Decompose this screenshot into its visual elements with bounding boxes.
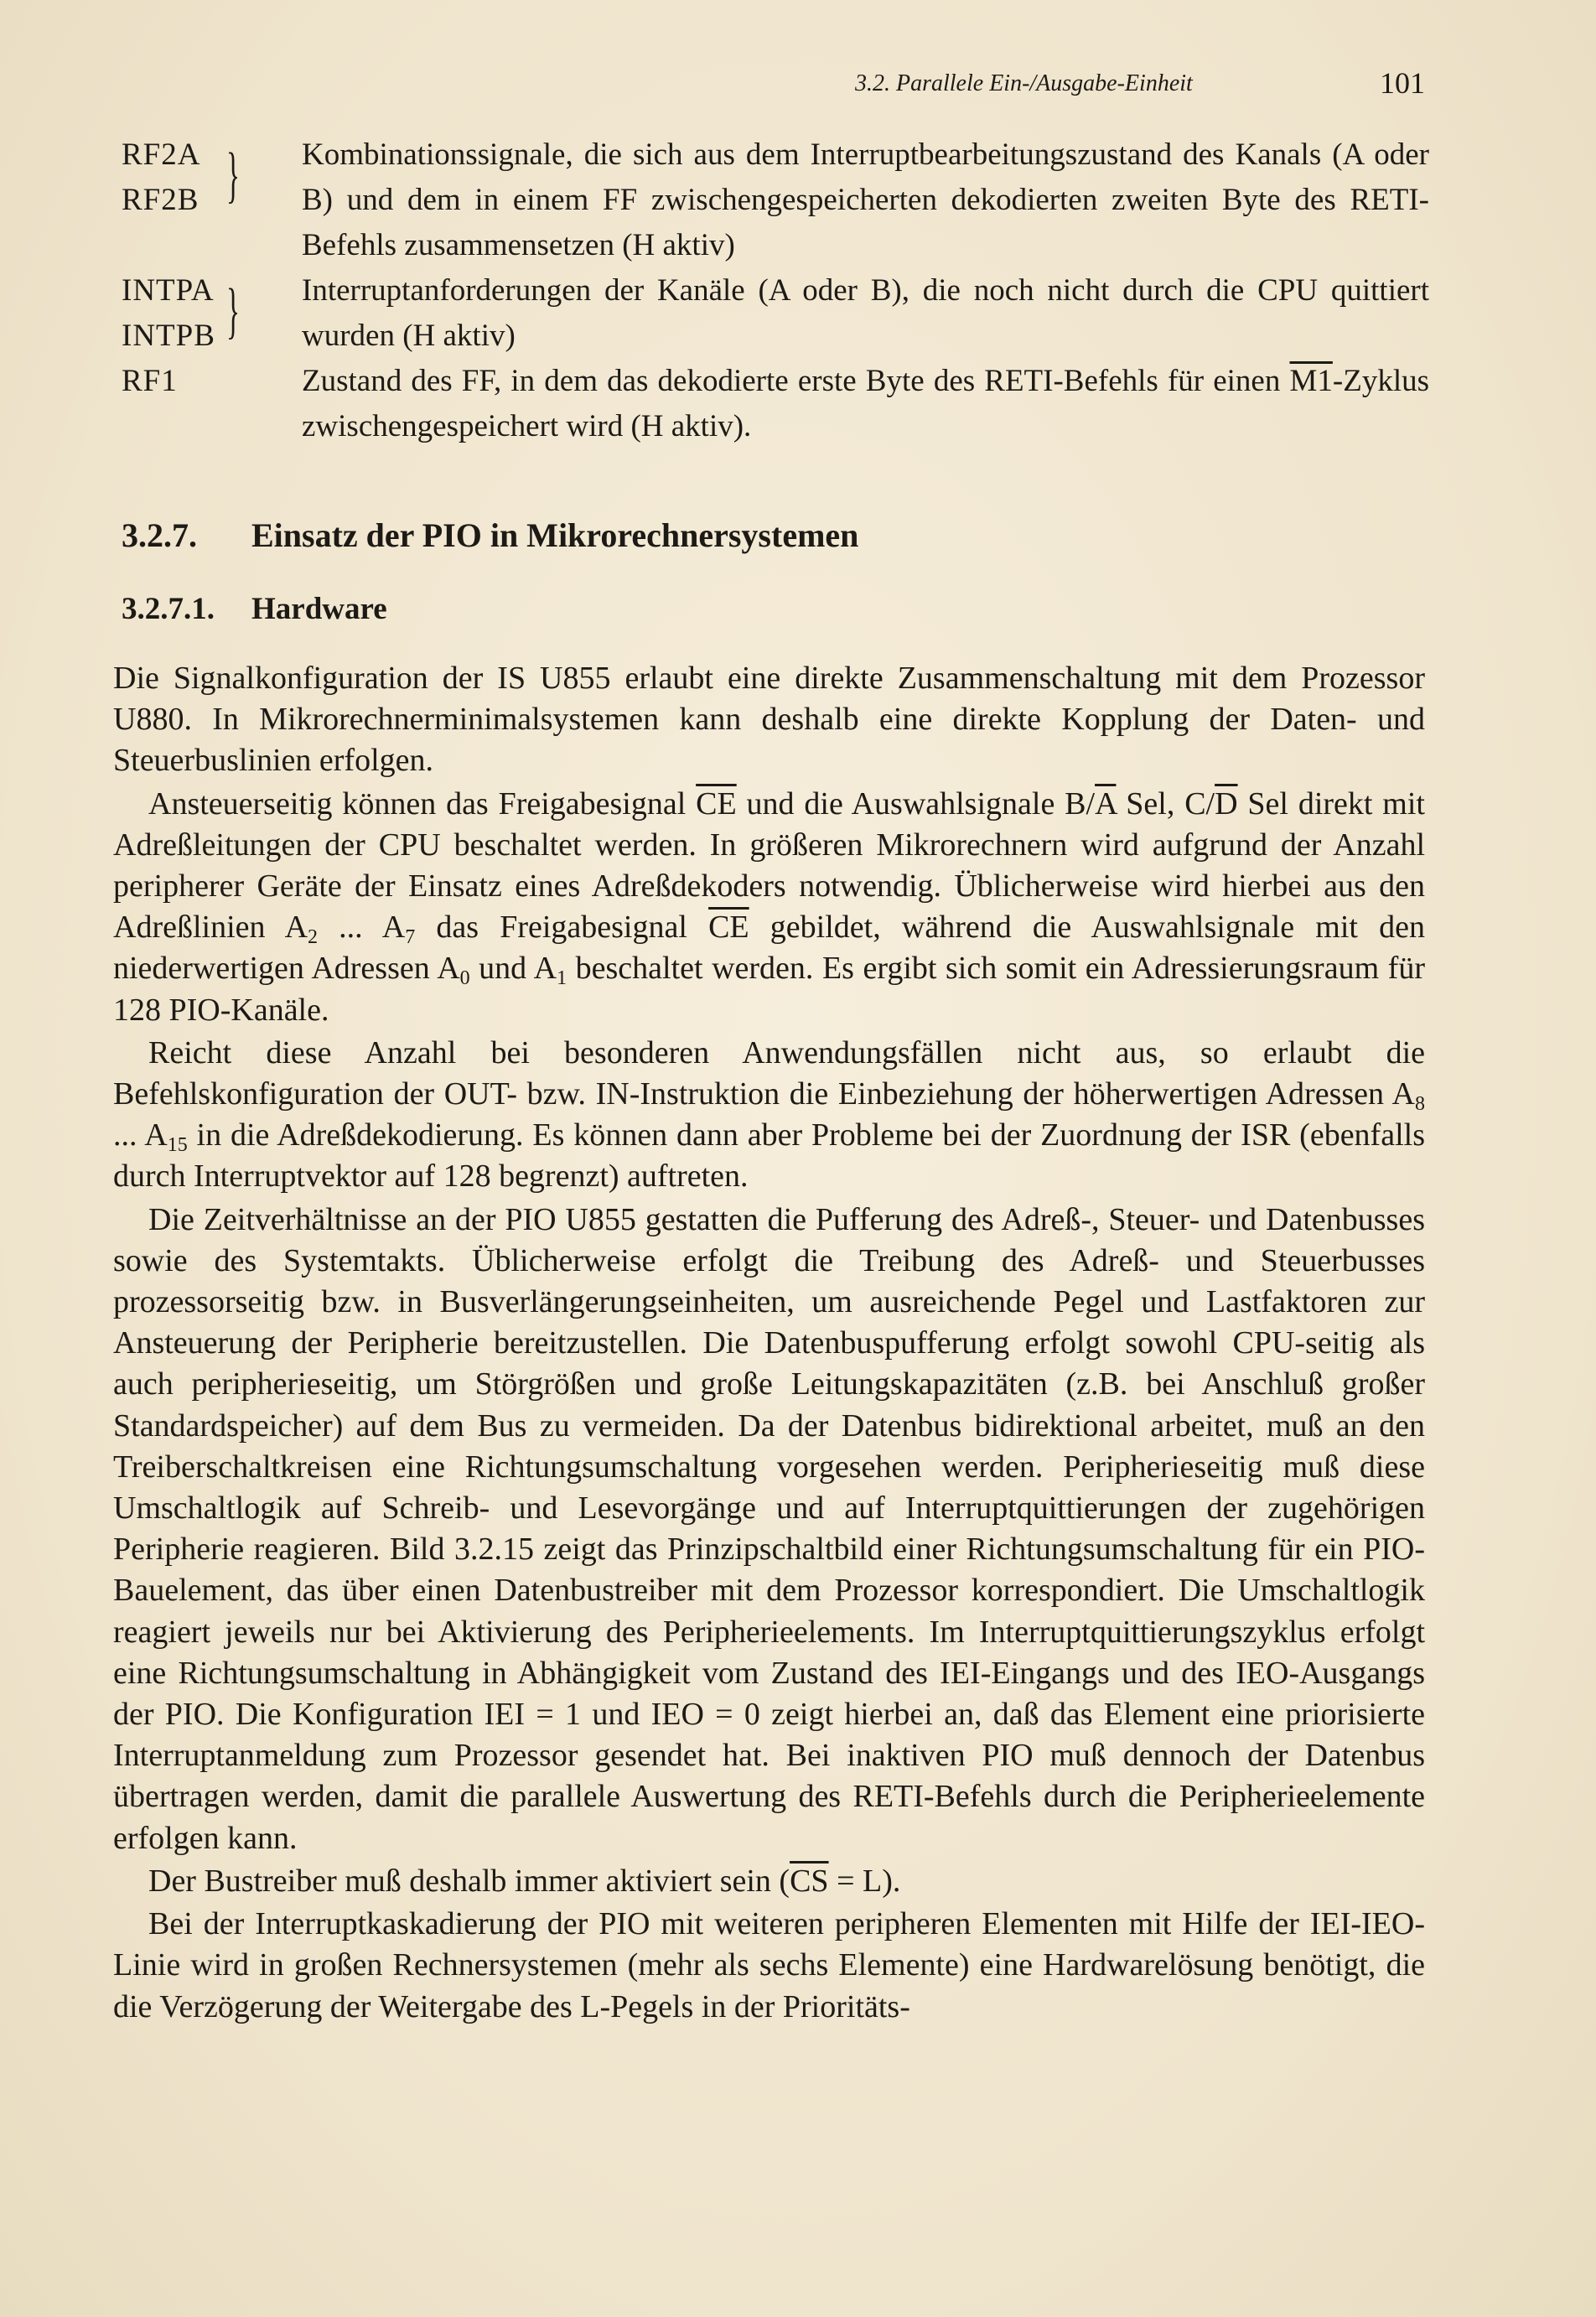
paragraph: Bei der Interruptkaskadierung der PIO mit weiteren peripheren Elementen mit Hilfe der IEI-IEO-Linie wird in großen Rechnersystemen (mehr als sechs Elemente) eine Hardwarelösung benötigt, die die Verzögerung der Weitergabe des L-Pegels in der Prioritäts- <box>113 1906 1425 2024</box>
text-run: Sel direkt mit Adreßleitungen der CPU beschaltet werden. In größeren Mikrorechnern wird aufgrund der Anzahl peripherer Geräte der Einsatz eines Adreßdekoders notwendig. Üblicherweise wird hierbei aus den Adreßlinien A <box>113 785 1425 946</box>
definition-term <box>122 132 281 223</box>
text-run: gebildet, während die Auswahlsignale mit den niederwertigen Adressen A <box>113 910 1425 987</box>
text-run: Der Bustreiber muß deshalb immer aktiviert sein ( <box>148 1863 790 1899</box>
overline-signal-cs: $\overline{CS}$ <box>790 1863 829 1899</box>
term-intpa: INTPA <box>122 273 215 308</box>
text-run: und die Auswahlsignale B/ <box>736 785 1096 822</box>
subscript: 7 <box>405 926 416 949</box>
definition-rf1 <box>122 359 1429 449</box>
signal-definition-list <box>122 132 1429 449</box>
text-run: Ansteuerseitig können das Freigabesignal <box>148 785 697 822</box>
term-rf2a: RF2A <box>122 137 201 172</box>
section-heading <box>122 516 1379 555</box>
definition-term <box>122 268 281 359</box>
term-rf1: RF1 <box>122 364 178 398</box>
text-run: ... A <box>318 910 406 946</box>
paragraph: Die Zeitverhältnisse an der PIO U855 gestatten die Pufferung des Adreß-, Steuer- und Datenbusses sowie des Systemtakts. Üblicherweise erfolgt die Treibung des Adreß- und Steuerbusses prozessorseitig bzw. in Busverlängerungseinheiten, um ausreichende Pegel und Lastfaktoren zur Ansteuerung der Peripherie bereitzustellen. Die Datenbuspufferung erfolgt sowohl CPU-seitig als auch peripherieseitig, um Störgrößen und große Leitungskapazitäten (z.B. bei Anschluß großer Standardspeicher) auf dem Bus zu vermeiden. Da der Datenbus bidirektional arbeitet, muß an den Treiberschaltkreisen eine Richtungsumschaltung vorgesehen werden. Peripherieseitig muß diese Umschaltlogik auf Schreib- und Lesevorgänge und auf Interruptquittierungen der zugehörigen Peripherie reagieren. Bild 3.2.15 zeigt das Prinzipschaltbild einer Richtungsumschaltung für ein PIO-Bauelement, das über einen Datenbustreiber mit dem Prozessor korrespondiert. Die Umschaltlogik reagiert jeweils nur bei Aktivierung des Peripherieelements. Im Interruptquittierungszyklus erfolgt eine Richtungsumschaltung in Abhängigkeit vom Zustand des IEI-Eingangs und des IEO-Ausgangs der PIO. Die Konfiguration IEI = 1 und IEO = 0 zeigt hierbei an, daß das Element eine priorisierte Interruptanmeldung zum Prozessor gesendet hat. Bei inaktiven PIO muß dennoch der Datenbus übertragen werden, damit die parallele Auswertung des RETI-Befehls durch die Peripherieelemente erfolgen kann. <box>113 1201 1425 1856</box>
subsection-number: 3.2.7.1. <box>122 592 215 626</box>
text-run: das Freigabesignal <box>415 910 709 946</box>
overline-signal-ce: $\overline{CE}$ <box>708 910 749 946</box>
overline-signal-a: $\overline{A}$ <box>1095 785 1117 822</box>
text-run: und A <box>469 951 557 987</box>
text-run: Reicht diese Anzahl bei besonderen Anwendungsfällen nicht aus, so erlaubt die Befehlskonfiguration der OUT- bzw. IN-Instruktion die Einbeziehung der höherwertigen Adressen A <box>113 1034 1425 1112</box>
paragraph <box>113 784 1425 1031</box>
page-number: 101 <box>1380 66 1425 100</box>
brace-icon: } <box>226 141 241 210</box>
text-run: = L). <box>828 1863 901 1899</box>
definition-rf2 <box>122 132 1429 268</box>
text-run: beschaltet werden. Es ergibt sich somit ein Adressierungsraum für 128 PIO-Kanäle. <box>113 951 1425 1028</box>
running-header <box>855 65 1425 107</box>
section-number: 3.2.7. <box>122 516 197 554</box>
definition-text <box>302 359 1429 449</box>
subscript: 2 <box>308 926 319 949</box>
definition-text: Kombinationssignale, die sich aus dem Interruptbearbeitungszustand des Kanals (A oder B) und dem in einem FF zwischengespeicherten dekodierten zweiten Byte des RETI-Befehls zusammensetzen (H aktiv) <box>302 137 1429 262</box>
overline-signal-ce: $\overline{CE}$ <box>696 785 737 822</box>
text-run: in die Adreßdekodierung. Es können dann aber Probleme bei der Zuordnung der ISR (ebenfalls durch Interruptvektor auf 128 begrenzt) auftreten. <box>113 1117 1425 1195</box>
text-run: Sel, C/ <box>1116 785 1215 822</box>
section-title: Einsatz der PIO in Mikrorechnersystemen <box>251 516 859 554</box>
term-rf2b: RF2B <box>122 183 200 217</box>
definition-intp <box>122 268 1429 359</box>
paragraph <box>113 1033 1425 1198</box>
subsection-title: Hardware <box>251 592 387 626</box>
subscript: 1 <box>557 967 567 990</box>
text-run: ... A <box>113 1117 168 1153</box>
overline-signal-m1: M1 <box>1289 364 1333 398</box>
brace-icon: } <box>226 277 241 345</box>
subscript: 15 <box>167 1134 188 1157</box>
subscript: 8 <box>1415 1093 1425 1116</box>
definition-text-part: Zustand des FF, in dem das dekodierte erste Byte des RETI-Befehls für einen <box>302 364 1290 398</box>
running-header-section: 3.2. Parallele Ein-/Ausgabe-Einheit <box>855 70 1193 96</box>
definition-text: Interruptanforderungen der Kanäle (A oder B), die noch nicht durch die CPU quittiert wurden (H aktiv) <box>302 273 1429 353</box>
paragraph <box>113 1861 1425 1902</box>
paragraph: Die Signalkonfiguration der IS U855 erlaubt eine direkte Zusammenschaltung mit dem Prozessor U880. In Mikrorechnerminimalsystemen kann deshalb eine direkte Kopplung der Daten- und Steuerbuslinien erfolgen. <box>113 661 1425 779</box>
overline-signal-d: $\overline{D}$ <box>1215 785 1238 822</box>
subsection-heading <box>122 591 1379 627</box>
body-text <box>113 658 1425 2029</box>
subscript: 0 <box>459 967 470 990</box>
definition-term <box>122 359 281 404</box>
term-intpb: INTPB <box>122 319 215 353</box>
definition-text-part: -Zyklus zwischengespeichert wird (H aktiv). <box>302 364 1429 443</box>
